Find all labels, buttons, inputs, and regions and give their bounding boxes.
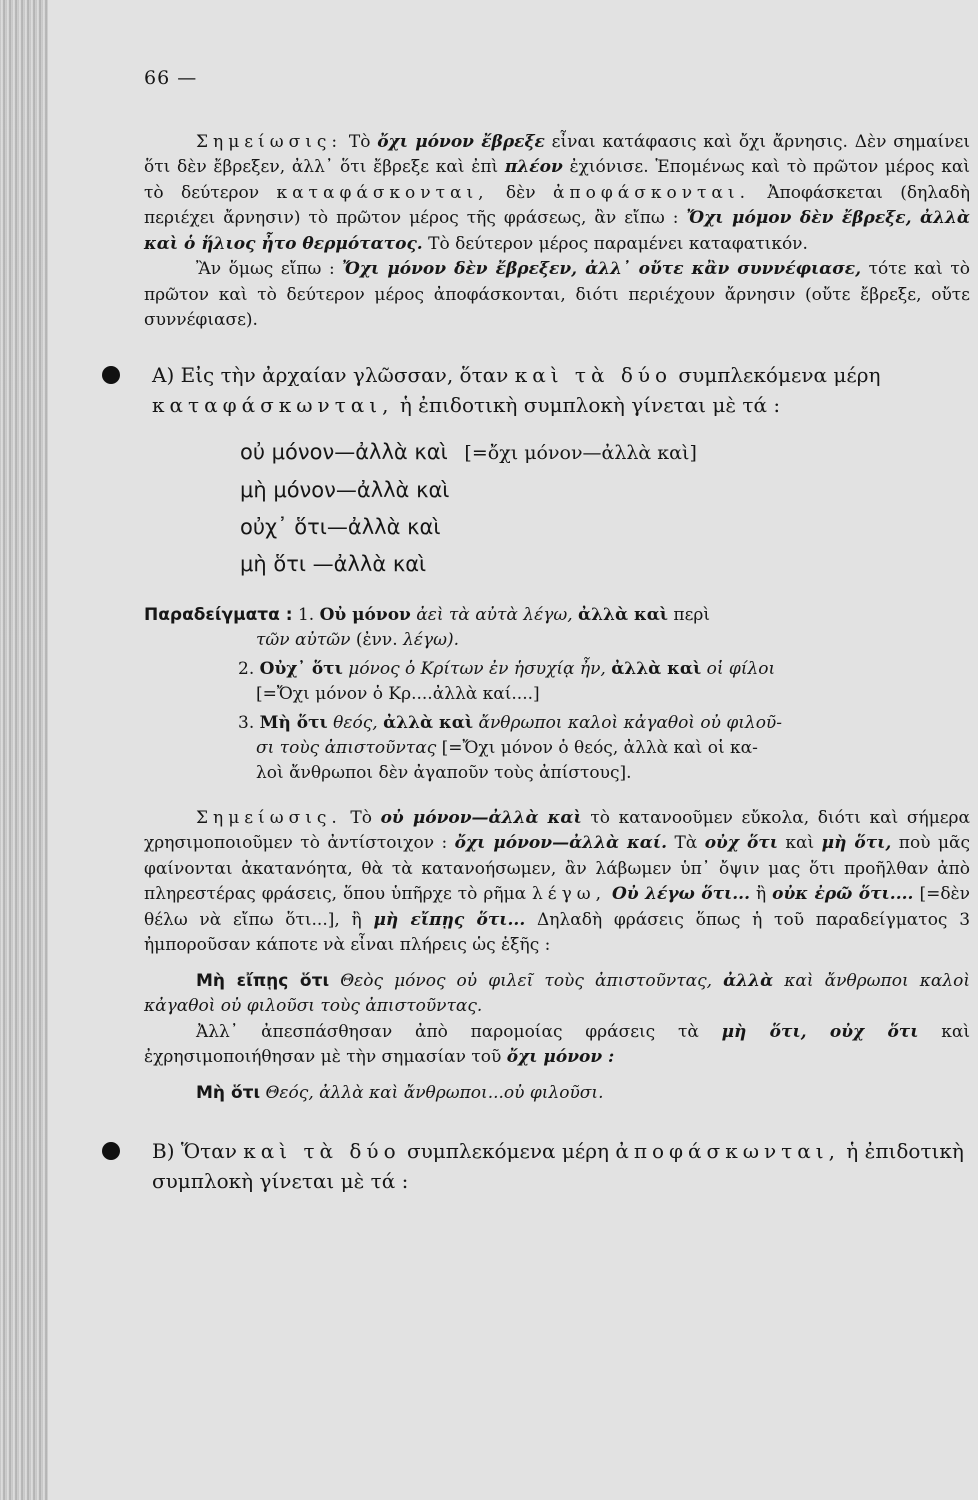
note-2-text: ποὺ μᾶς φαίνονται ἀκατανόητα, θὰ τὰ κατανοήσωμεν, ἂν λάβωμεν ὑπ᾽ ὄψιν μας ὅτι προῆλθαν ἀπὸ πληρεστέρας φράσεις, ὅπου ὑπῆρχε τὸ ρῆμα [144,833,970,904]
example-lead: Οὐ μόνον [319,604,411,625]
section-b-spaced: καὶ τὰ δύο [243,1139,401,1163]
note-2-paragraph-2 [144,1020,970,1071]
example-italic: θεός, [333,712,378,733]
example-text: λοὶ ἄνθρωποι δὲν ἀγαποῦν τοὺς ἀπίστους]. [256,762,632,783]
note-2-phrase: οὐ μόνον—ἀλλὰ καὶ [380,807,582,828]
note-1-spaced-term: καταφάσκονται, [276,182,489,203]
note-2-phrase: μὴ εἴπῃς ὅτι... [373,909,526,930]
section-b-text: ἡ ἐπιδοτικὴ συμπλοκὴ γίνεται μὲ τά : [152,1139,964,1193]
note-2-text: Τὰ [674,833,698,853]
page-number: 66 — [144,67,198,89]
note-2-text: [=δὲν θέλω νὰ εἴπω ὅτι...], ἢ [144,884,971,930]
formula-item [240,472,970,509]
example-continuation [144,682,970,707]
note-1-text: Ἂν ὅμως εἴπω : [196,259,335,279]
note-1-paragraph [144,130,970,258]
note-2-phrase: ὄχι μόνον : [506,1047,615,1067]
example-number: 1. [297,604,315,625]
example-italic: ἀεὶ τὰ αὐτὰ λέγω, [416,604,573,625]
note-2-phrase: μὴ ὅτι, οὐχ ὅτι [721,1021,919,1042]
note-1-text: Τὸ [348,131,371,152]
note-2-phrase: ὄχι μόνον—ἀλλὰ καί. [454,833,667,853]
example-italic: λέγω). [403,629,460,650]
example-italic: σι τοὺς ἀπιστοῦντας [256,737,437,758]
example-text: [=Ὄχι μόνον ὁ θεός, ἀλλὰ καὶ οἱ κα- [441,737,758,758]
example-italic: μόνος ὁ Κρίτων ἐν ἡσυχίᾳ ἦν, [348,658,606,679]
example-rest: ἄνθρωποι καλοὶ κἀγαθοὶ οὐ φιλοῦ- [478,712,783,733]
section-a-text: Εἰς τὴν ἀρχαίαν γλῶσσαν, ὅταν [180,362,509,387]
note-1-text: Τὸ δεύτερον μέρος παραμένει καταφατικόν. [428,233,808,254]
quote-lead: Μὴ ὅτι [196,1082,261,1103]
note-1-text: εἶναι κατάφασις καὶ ὄχι ἄρνησις. Δὲν σημαίνει ὅτι δὲν ἔβρεξεν, ἀλλ᾽ ὅτι ἔβρεξε καὶ ἐπὶ [144,131,971,177]
bullet-icon [102,1142,120,1160]
book-page-edge [0,0,48,1500]
formula-text: μὴ ὅτι —ἀλλὰ καὶ [240,551,427,576]
note-1-paragraph-2 [144,257,970,334]
note-2-text: ἢ [755,884,767,904]
formula-item [240,434,970,472]
note-2-spaced: λέγω, [532,884,607,904]
note-1-phrase: πλέον [504,157,563,177]
quote-text: καὶ ἄνθρωποι καλοὶ κἀγαθοὶ οὐ φιλοῦσι τοὺς ἀπιστοῦντας. [144,970,970,1016]
formula-list [240,434,970,583]
example-lead: Μὴ ὅτι [259,712,328,733]
section-b-label: Β) [152,1139,175,1163]
examples-label: Παραδείγματα : [144,604,293,625]
note-2-phrase: οὐχ ὅτι [704,833,778,853]
formula-text: μὴ μόνον—ἀλλὰ καὶ [240,477,450,502]
note-2-quote-2 [144,1081,970,1107]
section-a-spaced: καταφάσκωνται, [152,392,394,417]
example-item [144,657,970,682]
quote-lead: Μὴ εἴπῃς ὅτι [196,970,330,991]
note-2-quote-1 [144,969,970,1020]
example-conjunction: ἀλλὰ καὶ [383,712,474,733]
note-2-phrase: Οὐ λέγω ὅτι... [612,884,750,904]
quote-text: Θεός, ἀλλὰ καὶ ἄνθρωποι...οὐ φιλοῦσι. [265,1082,604,1103]
example-continuation [144,736,970,761]
formula-text: οὐ μόνον—ἀλλὰ καὶ [240,439,448,464]
note-1-phrase: ὄχι μόνον ἔβρεξε [377,131,545,152]
formula-item [240,509,970,546]
page-content [144,66,970,1196]
example-number: 3. [238,712,255,733]
quote-conjunction: ἀλλὰ [723,970,774,991]
bullet-icon [102,366,120,384]
note-2-heading: Σημείωσις. [196,807,342,828]
formula-text: οὐχ᾽ ὅτι—ἀλλὰ καὶ [240,514,441,539]
section-b-text: Ὅταν [180,1139,237,1163]
example-continuation [144,628,970,653]
examples-block [144,603,970,786]
note-1-phrase: Ὄχι μόμον δὲν ἔβρεξε, ἀλλὰ καὶ ὁ ἥλιος ἦτο θερμότατος. [144,208,971,254]
section-a-text: συμπλεκόμενα μέρη [678,362,881,387]
example-item [144,711,970,736]
formula-item [240,546,970,583]
example-continuation [144,761,970,786]
note-1-text: ἐχιόνισε. Ἑπομένως καὶ τὸ πρῶτον μέρος καὶ τὸ δεύτερον [144,157,970,203]
example-rest: περὶ [673,604,711,625]
note-1-heading: Σημείωσις: [196,131,343,152]
section-a-spaced: καὶ τὰ δύο [514,362,673,387]
example-item [144,603,970,628]
section-b [144,1136,970,1196]
section-a-text: ἡ ἐπιδοτικὴ συμπλοκὴ γίνεται μὲ τά : [399,392,781,417]
note-1-text: τότε καὶ τὸ πρῶτον καὶ τὸ δεύτερον μέρος ἀποφάσκονται, διότι περιέχουν ἄρνησιν (οὔτε ἔβρεξε, οὔτε συννέφιασε). [144,259,970,330]
note-2-text: Ἀλλ᾽ ἀπεσπάσθησαν ἀπὸ παρομοίας φράσεις τὰ [196,1021,699,1042]
section-b-spaced: ἀποφάσκωνται, [615,1139,840,1163]
example-text: [=Ὄχι μόνον ὁ Κρ....ἀλλὰ καί....] [256,683,540,704]
note-1-text: δὲν [505,182,536,203]
note-2-text: τὸ κατανοοῦμεν εὔκολα, διότι καὶ σήμερα χρησιμοποιοῦμεν τὸ ἀντίστοιχον : [144,807,971,853]
example-lead: Οὐχ᾽ ὅτι [259,658,343,679]
note-2-phrase: μὴ ὅτι, [821,833,892,853]
note-1-spaced-term: ἀποφάσκονται. [552,182,750,203]
note-2-phrase: οὐκ ἐρῶ ὅτι.... [772,884,914,904]
example-italic: τῶν αὐτῶν [256,629,351,650]
note-1-text: Ἀποφάσκεται (δηλαδὴ περιέχει ἄρνησιν) τὸ πρῶτον μέρος τῆς φράσεως, ἂν εἴπω : [144,182,971,228]
example-rest: οἱ φίλοι [706,658,776,679]
section-a-label: Α) [152,362,175,387]
section-b-text: συμπλεκόμενα μέρη [406,1139,609,1163]
example-number: 2. [238,658,255,679]
note-2-text: καὶ ἐχρησιμοποιήθησαν μὲ τὴν σημασίαν τοῦ [144,1021,971,1067]
note-2-paragraph [144,806,970,959]
quote-text: Θεὸς μόνος οὐ φιλεῖ τοὺς ἀπιστοῦντας, [340,970,713,991]
note-1-phrase: Ὄχι μόνον δὲν ἔβρεξεν, ἀλλ᾽ οὔτε κἂν συννέφιασε, [342,259,862,279]
note-2-text: Τὸ [350,807,372,828]
note-2-text: καὶ [785,833,815,853]
formula-note: [=ὄχι μόνον—ἀλλὰ καὶ] [464,441,697,464]
note-2-text: Δηλαδὴ φράσεις ὅπως ἡ τοῦ παραδείγματος 3 ἠμποροῦσαν κάποτε νὰ εἶναι πλήρεις ὡς ἑξῆς : [144,909,971,955]
example-text: (ἐνν. [355,629,398,650]
section-a [144,360,970,420]
example-conjunction: ἀλλὰ καὶ [578,604,669,625]
example-conjunction: ἀλλὰ καὶ [611,658,702,679]
